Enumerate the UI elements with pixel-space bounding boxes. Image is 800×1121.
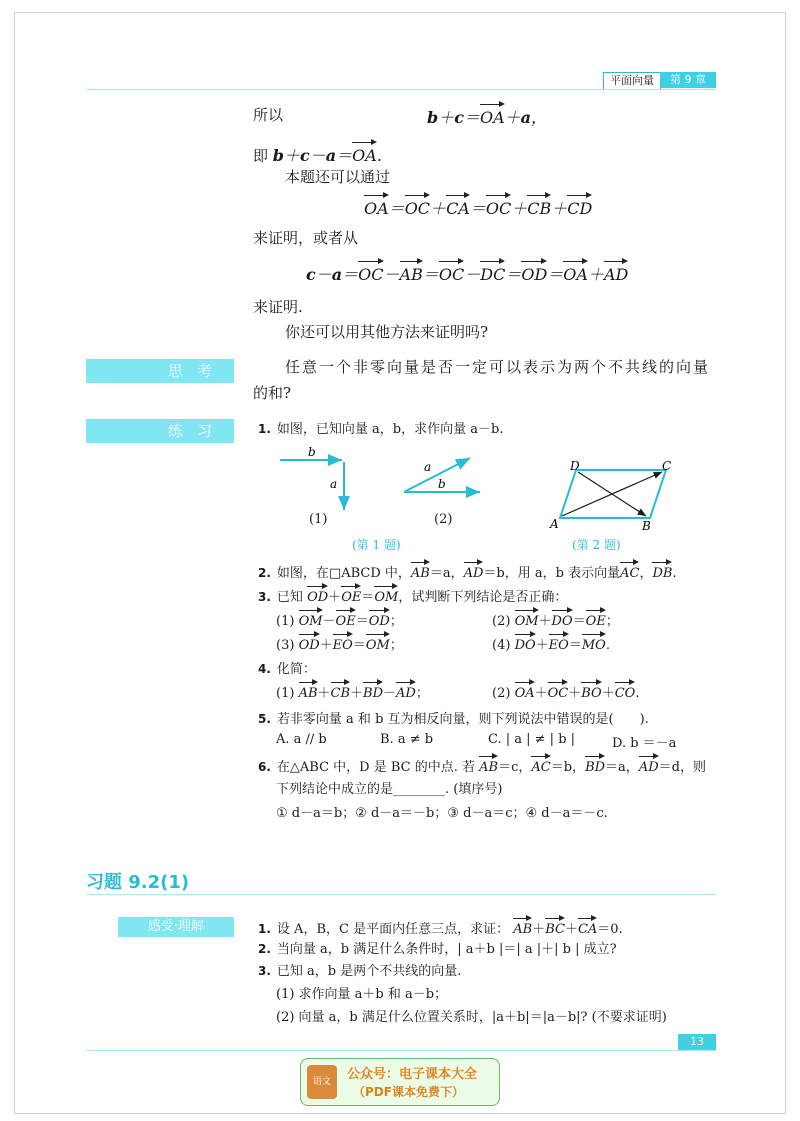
exercise-6-line-2: 下列结论中成立的是________. (填序号) <box>276 782 503 797</box>
problem-3-number: 3. <box>258 964 271 978</box>
think-text-1: 任意一个非零向量是否一定可以表示为两个不共线的向量 <box>285 358 711 376</box>
page-number: 13 <box>678 1034 716 1050</box>
exercise-6-pre: 在△ABC 中，D 是 BC 的中点. 若 <box>276 760 476 775</box>
exercise-4-text: 化简： <box>276 662 316 677</box>
exercise-5 <box>258 708 649 727</box>
exercise-4-number: 4. <box>258 662 271 676</box>
exercise-4-option-1-label: (1) <box>276 686 295 701</box>
vertex-c: C <box>662 459 672 473</box>
exercise-6-number: 6. <box>258 760 271 774</box>
chapter-title-box <box>603 72 661 90</box>
problem-2 <box>258 938 617 957</box>
exercise-6-d: ＝d，则 <box>658 760 706 775</box>
problem-1: 1. 设 A，B，C 是平面内任意三点，求证： AB＋BC＋CA＝0. <box>258 916 623 937</box>
exercise-5-text: 若非零向量 a 和 b 互为相反向量，则下列说法中错误的是( ). <box>276 712 649 727</box>
exercise-3: 3. 已知 OD＋OE＝OM，试判断下列结论是否正确： <box>258 584 567 605</box>
fig1-caption: (第 1 题) <box>352 538 401 552</box>
chapter-title: 平面向量 <box>610 74 654 87</box>
practice-label-text: 练习 <box>167 422 226 440</box>
equation-4: c－a＝OC－AB＝OC－DC＝OD＝OA＋AD <box>306 259 628 285</box>
label-a-2: a <box>424 460 432 474</box>
problem-1-number: 1. <box>258 922 271 936</box>
exercise-5-option-c: C. | a | ≠ | b | <box>488 732 576 747</box>
intro-line2 <box>253 140 382 166</box>
fig2-caption: (第 2 题) <box>572 538 621 552</box>
problem-1-end: ＝0. <box>597 922 623 937</box>
vertex-b: B <box>642 519 651 533</box>
intro-line8: 你还可以用其他方法来证明吗? <box>285 323 489 341</box>
intro-line3: 本题还可以通过 <box>285 168 391 186</box>
vector-a-arrow-2 <box>404 458 470 492</box>
chapter-number-box <box>660 72 716 88</box>
problem-3-part-2: (2) 向量 a，b 满足什么位置关系时，|a＋b|＝|a－b|? (不要求证明) <box>276 1010 667 1025</box>
exercise-4-option-1: (1) AB＋CB＋BD－AD； <box>276 680 429 701</box>
exercise-2: 2. 如图，在□ABCD 中，AB＝a，AD＝b，用 a，b 表示向量AC，DB. <box>258 560 677 581</box>
exercise-4 <box>258 658 316 677</box>
exercise-6-line-3: ① d－a＝b；② d－a＝－b；③ d－a＝c；④ d－a＝－c. <box>276 806 608 821</box>
think-text-2: 的和? <box>253 384 292 402</box>
practice-label <box>86 419 234 443</box>
exercise-6-b: ＝b， <box>550 760 586 775</box>
exercise-6-a: ＝a， <box>605 760 639 775</box>
banner-line-2: （PDF课本免费下） <box>353 1085 464 1099</box>
fig1-sub1: (1) <box>309 512 328 527</box>
exercise-2-number: 2. <box>258 566 271 580</box>
exercise-1-number: 1. <box>258 422 271 436</box>
exercise-5-option-d: D. b ＝－a <box>612 736 677 751</box>
problem-3-part-1: (1) 求作向量 a＋b 和 a－b； <box>276 987 448 1002</box>
intro-line1-word: 所以 <box>253 106 284 124</box>
footer-rule <box>86 1050 716 1051</box>
exercise-2-end: . <box>672 566 677 581</box>
header-rule <box>86 89 716 90</box>
exercise-1-text: 如图，已知向量 a，b，求作向量 a－b. <box>276 422 504 437</box>
label-a-1: a <box>330 477 338 491</box>
watermark-banner <box>300 1058 500 1106</box>
exercise-3-option-2: (2) OM＋DO＝OE； <box>492 608 619 629</box>
exercise-3-option-2-label: (2) <box>492 614 511 629</box>
equation-1: b＋c＝OA＋a， <box>427 102 547 128</box>
exercise-figures <box>270 446 690 550</box>
exercise-3-option-3: (3) OD＋EO＝OM； <box>276 632 403 653</box>
vertex-a: A <box>550 517 559 531</box>
book-icon-text: 语文 <box>312 1077 331 1087</box>
think-label-text: 思考 <box>167 362 226 380</box>
exercise-3-pre: 已知 <box>276 590 303 605</box>
banner-line-1: 公众号：电子课本大全 <box>347 1067 478 1082</box>
exercise-5-number: 5. <box>258 712 271 726</box>
exercise-4-option-2: (2) OA＋OC＋BO＋CO. <box>492 680 639 701</box>
think-label <box>86 359 234 383</box>
exercise-6-line-1: 6. 在△ABC 中，D 是 BC 的中点. 若 AB＝c，AC＝b，BD＝a，AD＝d，则 <box>258 754 706 775</box>
exercise-6-c: ＝c， <box>498 760 532 775</box>
problem-set-rule <box>86 894 716 895</box>
problem-set-label: 感受·理解 <box>118 917 234 937</box>
exercise-2-mid: ＝a， <box>429 566 464 581</box>
label-b-2: b <box>438 477 446 491</box>
exercise-2-mid2: ＝b，用 a，b 表示向量 <box>483 566 621 581</box>
label-b-1: b <box>308 446 316 459</box>
exercise-1 <box>258 418 503 437</box>
intro-line5: 来证明，或者从 <box>253 229 359 247</box>
problem-2-text: 当向量 a，b 满足什么条件时，| a＋b |＝| a |＋| b | 成立? <box>276 942 617 957</box>
vertex-d: D <box>570 459 580 473</box>
exercise-3-option-1: (1) OM－OE＝OD； <box>276 608 403 629</box>
exercise-3-number: 3. <box>258 590 271 604</box>
book-icon <box>307 1065 337 1099</box>
exercise-2-pre: 如图，在□ABCD 中， <box>276 566 411 581</box>
fig1-sub2: (2) <box>434 512 453 527</box>
exercise-3-option-4-label: (4) <box>492 638 511 653</box>
problem-2-number: 2. <box>258 942 271 956</box>
equation-3: OA＝OC＋CA＝OC＋CB＋CD <box>364 193 592 219</box>
equation-2: b＋c－a＝OA. <box>273 146 382 165</box>
problem-1-pre: 设 A，B，C 是平面内任意三点，求证： <box>276 922 510 937</box>
exercise-3-end: ，试判断下列结论是否正确： <box>398 590 568 605</box>
problem-set-title: 习题 9.2(1) <box>86 872 190 893</box>
exercise-4-option-2-label: (2) <box>492 686 511 701</box>
intro-line7: 来证明. <box>253 298 303 316</box>
problem-3-text: 已知 a，b 是两个不共线的向量. <box>276 964 462 979</box>
exercise-5-option-b: B. a ≠ b <box>380 732 434 747</box>
diagonal-db <box>578 472 646 516</box>
chapter-number: 第 9 章 <box>670 73 706 86</box>
problem-3 <box>258 960 461 979</box>
intro-line2-prefix: 即 <box>253 147 269 165</box>
exercise-5-option-a: A. a // b <box>276 732 327 747</box>
exercise-3-option-1-label: (1) <box>276 614 295 629</box>
exercise-3-option-3-label: (3) <box>276 638 295 653</box>
exercise-3-option-4: (4) DO＋EO＝MO. <box>492 632 610 653</box>
